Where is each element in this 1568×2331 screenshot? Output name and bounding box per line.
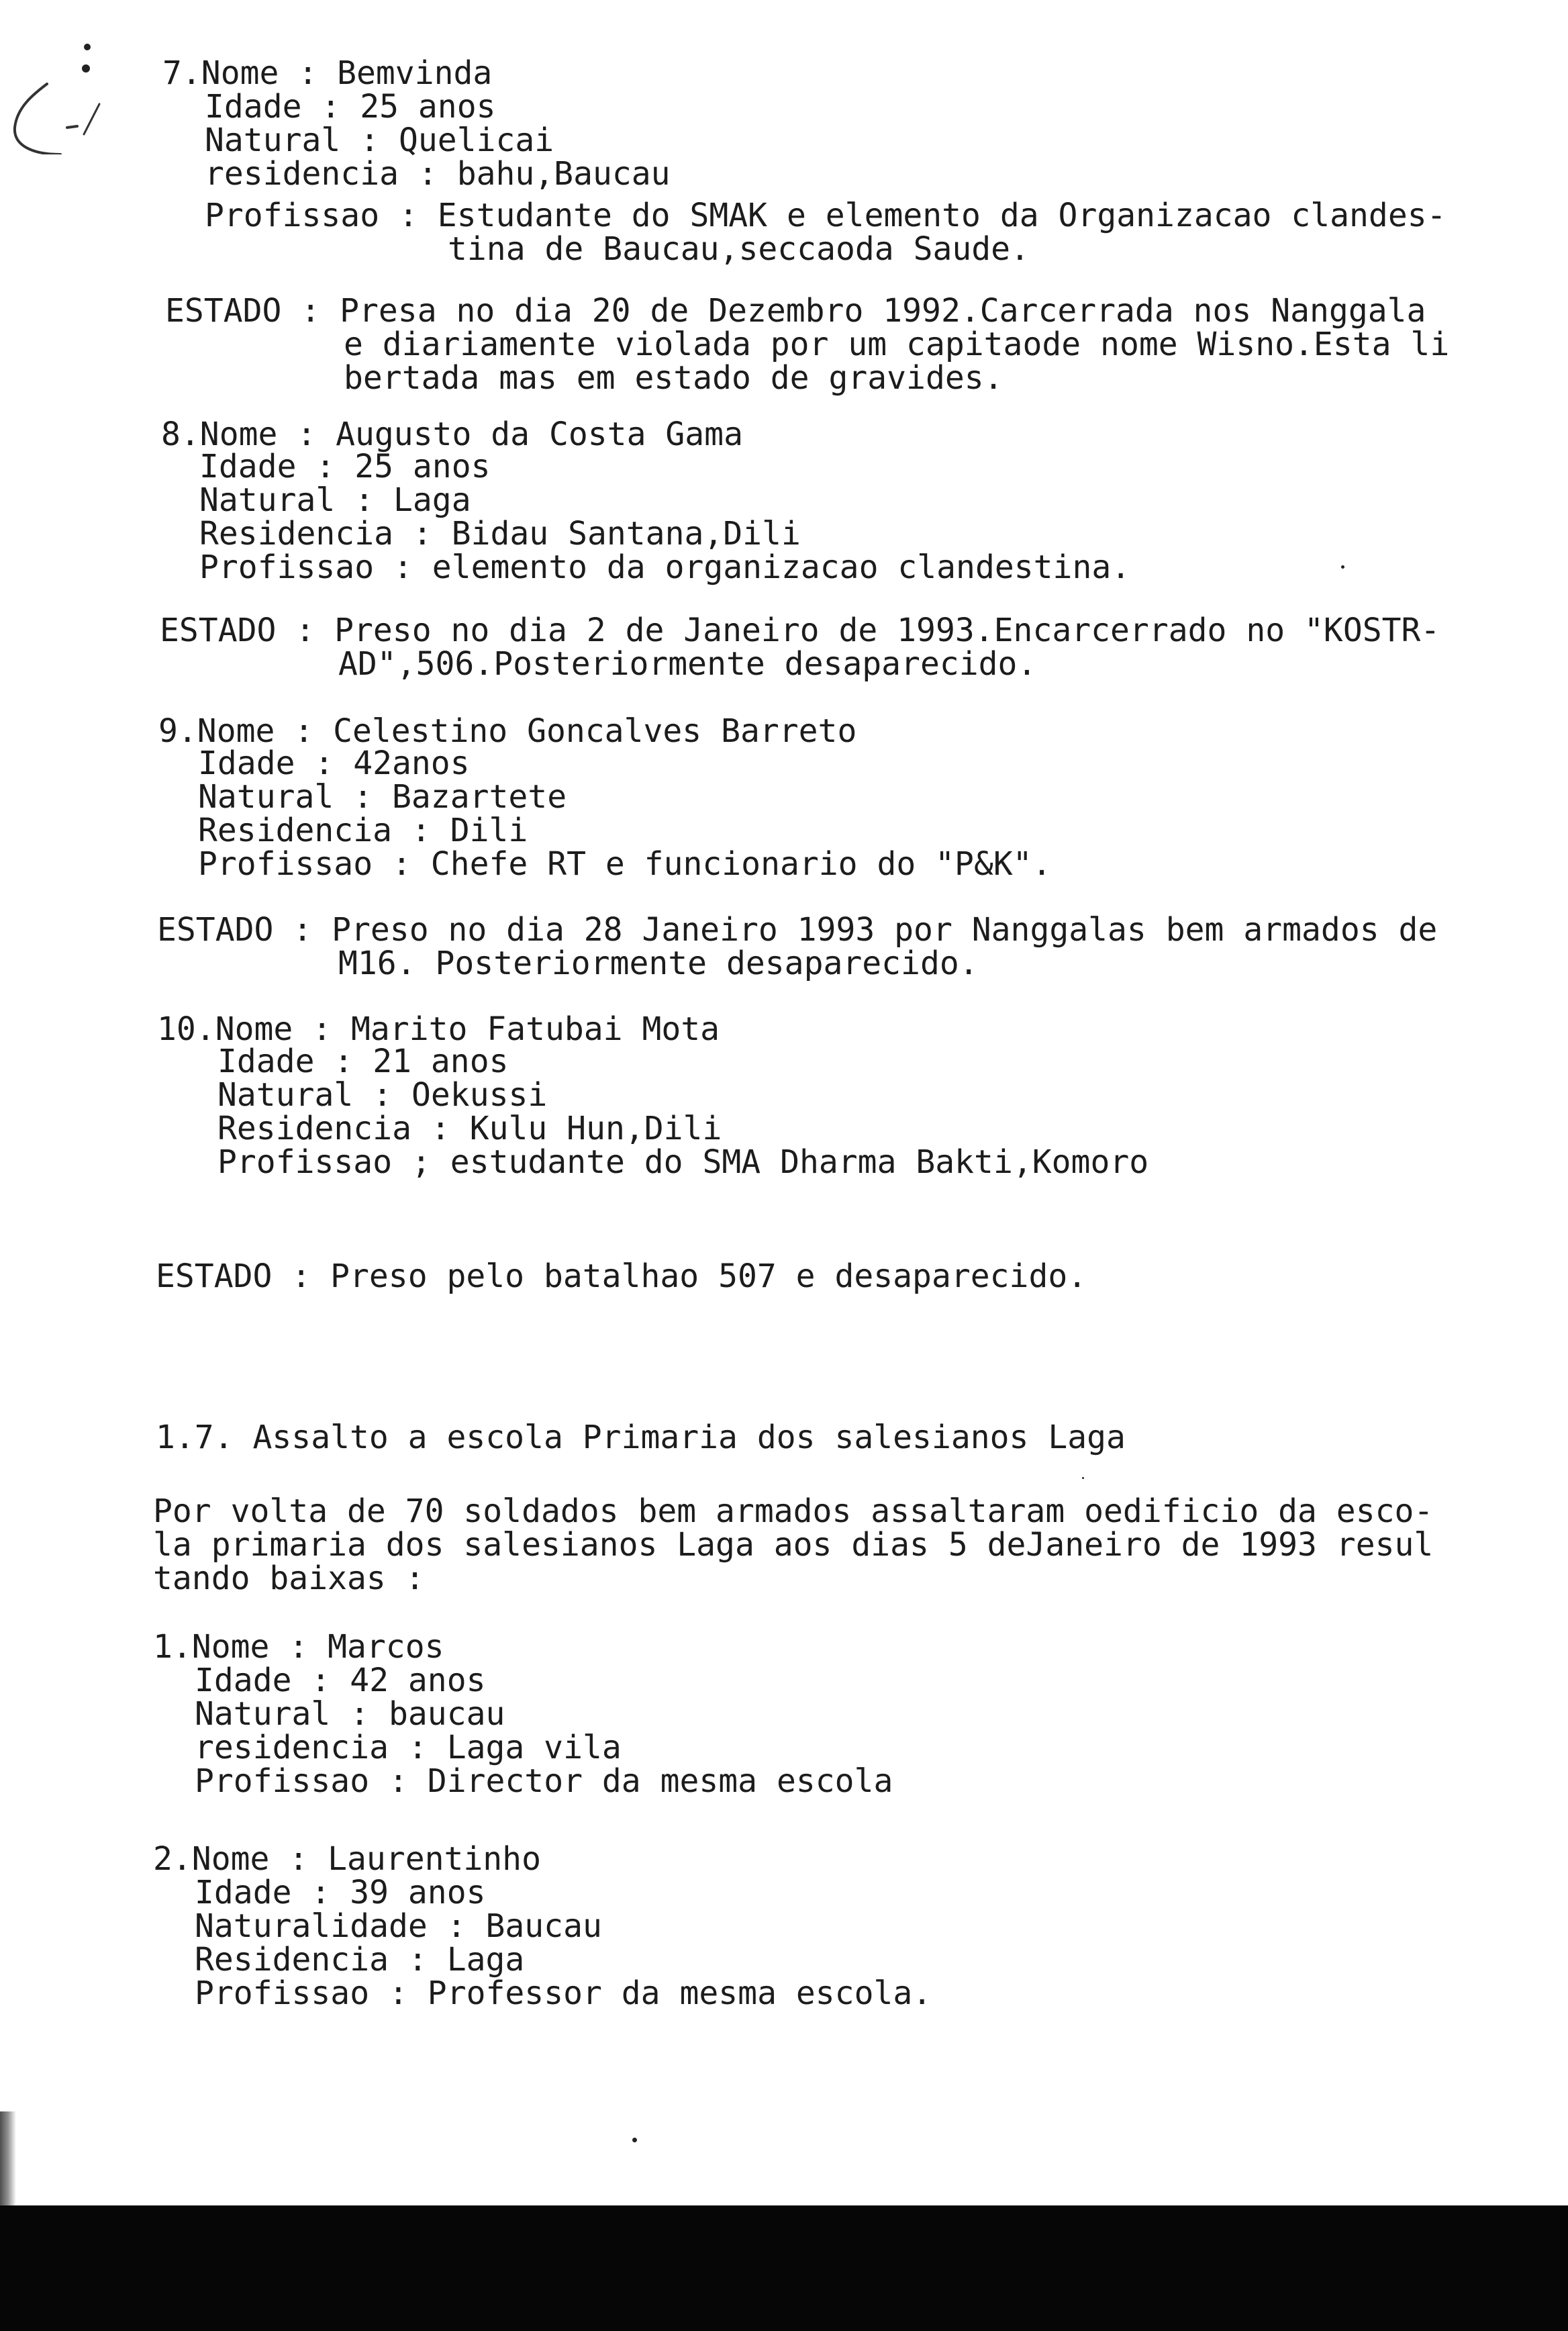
estado-label: ESTADO : — [165, 292, 321, 330]
record-7-estado-cont2 — [344, 361, 1003, 395]
record-1-idade — [195, 1664, 486, 1697]
estado-label: ESTADO : — [160, 612, 315, 649]
estado-label: ESTADO : — [157, 911, 313, 949]
field-label: Natural : — [199, 481, 375, 519]
estado-value: M16. Posteriormente desaparecido. — [338, 945, 979, 982]
field-label: Residencia : — [217, 1110, 450, 1147]
field-value: Dili — [450, 812, 528, 849]
record-number: 9. — [158, 712, 197, 750]
field-label: Idade : — [198, 745, 334, 782]
record-8-residencia — [199, 517, 801, 551]
record-7-natural — [205, 124, 554, 157]
field-value: Bidau Santana,Dili — [451, 515, 801, 553]
record-10-natural — [217, 1078, 547, 1112]
field-label: Natural : — [217, 1076, 393, 1114]
paragraph-text: Por volta de 70 soldados bem armados assaltaram oedificio da esco- — [153, 1492, 1434, 1530]
field-label: Profissao : — [195, 1762, 408, 1800]
field-value: 42anos — [353, 745, 470, 782]
record-7-nome — [162, 56, 492, 90]
field-value: Quelicai — [399, 122, 554, 159]
record-1-profissao — [195, 1764, 893, 1798]
field-value: estudante do SMA Dharma Bakti,Komoro — [450, 1143, 1149, 1181]
estado-value: e diariamente violada por um capitaode nome Wisno.Esta li — [344, 326, 1450, 363]
record-8-natural — [199, 483, 471, 517]
record-8-estado — [160, 614, 1440, 647]
estado-value: Preso pelo batalhao 507 e desaparecido. — [330, 1257, 1087, 1295]
field-label: Nome : — [215, 1010, 332, 1048]
record-9-profissao — [198, 847, 1052, 881]
field-label: Profissao : — [205, 197, 418, 234]
section-heading — [156, 1421, 1126, 1454]
field-value: Augusto da Costa Gama — [336, 416, 743, 453]
field-label: Idade : — [199, 448, 336, 485]
field-label: residencia : — [205, 155, 438, 193]
record-10-residencia — [217, 1112, 722, 1145]
field-value: Laurentinho — [328, 1840, 541, 1878]
record-2-idade — [195, 1876, 486, 1909]
field-value: 25 anos — [360, 88, 496, 126]
record-7-residencia — [205, 157, 671, 191]
record-8-estado-cont — [338, 647, 1036, 681]
estado-value: Presa no dia 20 de Dezembro 1992.Carcerrada nos Nanggala — [340, 292, 1426, 330]
record-2-residencia — [195, 1943, 524, 1977]
record-10-idade — [217, 1045, 509, 1078]
field-label: Idade : — [195, 1874, 331, 1911]
record-7-profissao-cont — [448, 232, 1030, 266]
record-8-profissao — [199, 551, 1130, 584]
record-10-nome — [157, 1012, 720, 1046]
section-intro-line-1 — [153, 1494, 1433, 1528]
field-label: Nome : — [201, 54, 318, 92]
field-value: 25 anos — [354, 448, 491, 485]
field-value: Bazartete — [392, 778, 567, 816]
field-value: tina de Baucau,seccaoda Saude. — [448, 230, 1030, 268]
field-label: Natural : — [195, 1695, 370, 1733]
section-heading-text: 1.7. Assalto a escola Primaria dos salesianos Laga — [156, 1419, 1126, 1456]
field-value: Laga vila — [446, 1729, 622, 1766]
field-label: Profissao : — [198, 845, 411, 883]
record-1-natural — [195, 1697, 505, 1731]
record-1-nome — [153, 1630, 444, 1664]
record-number: 10. — [157, 1010, 215, 1048]
scan-speck — [1341, 565, 1344, 569]
field-label: Residencia : — [198, 812, 431, 849]
record-2-nome — [153, 1842, 541, 1876]
handwritten-check-mark — [0, 20, 114, 154]
record-2-profissao — [195, 1977, 932, 2010]
paragraph-text: tando baixas : — [153, 1560, 425, 1597]
record-10-profissao — [217, 1145, 1148, 1179]
field-label: residencia : — [195, 1729, 428, 1766]
scan-speck — [1082, 1477, 1084, 1479]
field-label: Nome : — [199, 416, 317, 453]
field-label: Natural : — [205, 122, 380, 159]
record-2-naturalidade — [195, 1909, 602, 1943]
field-label: Nome : — [191, 1840, 309, 1878]
section-intro-line-3 — [153, 1562, 425, 1595]
field-value: Marcos — [328, 1628, 444, 1666]
field-value: Estudante do SMAK e elemento da Organizacao clandes- — [437, 197, 1447, 234]
record-9-natural — [198, 780, 567, 814]
field-value: Laga — [393, 481, 471, 519]
record-9-residencia — [198, 814, 528, 847]
record-1-residencia — [195, 1731, 622, 1764]
field-label: Idade : — [205, 88, 341, 126]
field-label: Residencia : — [195, 1941, 428, 1979]
field-value: Marito Fatubai Mota — [351, 1010, 720, 1048]
field-label: Nome : — [197, 712, 314, 750]
field-value: baucau — [389, 1695, 505, 1733]
record-9-nome — [158, 714, 856, 748]
field-value: bahu,Baucau — [456, 155, 671, 193]
record-10-estado — [156, 1259, 1087, 1293]
field-value: 42 anos — [350, 1662, 486, 1699]
field-value: Celestino Goncalves Barreto — [333, 712, 857, 750]
field-label: Profissao : — [199, 549, 413, 586]
field-value: Professor da mesma escola. — [427, 1975, 932, 2012]
field-label: Nome : — [191, 1628, 309, 1666]
field-value: Chefe RT e funcionario do "P&K". — [430, 845, 1052, 883]
field-value: Laga — [446, 1941, 525, 1979]
field-label: Idade : — [195, 1662, 331, 1699]
field-value: 39 anos — [350, 1874, 486, 1911]
record-9-estado — [157, 913, 1437, 947]
scanner-black-band — [0, 2205, 1568, 2331]
field-value: Baucau — [485, 1907, 602, 1945]
field-value: Kulu Hun,Dili — [469, 1110, 722, 1147]
record-7-profissao — [205, 199, 1447, 232]
record-7-estado-cont1 — [344, 328, 1449, 361]
record-9-estado-cont — [338, 947, 979, 980]
section-intro-line-2 — [153, 1528, 1433, 1562]
record-8-nome — [161, 418, 743, 451]
record-8-idade — [199, 450, 491, 483]
estado-value: bertada mas em estado de gravides. — [344, 359, 1003, 397]
field-label: Profissao ; — [217, 1143, 431, 1181]
estado-value: Preso no dia 2 de Janeiro de 1993.Encarcerrado no "KOSTR- — [334, 612, 1440, 649]
field-value: Bemvinda — [337, 54, 493, 92]
record-number: 8. — [161, 416, 200, 453]
field-label: Profissao : — [195, 1975, 408, 2012]
estado-value: Preso no dia 28 Janeiro 1993 por Nanggalas bem armados de — [332, 911, 1438, 949]
field-label: Natural : — [198, 778, 373, 816]
field-value: Oekussi — [411, 1076, 548, 1114]
scan-edge-smudge — [0, 2111, 16, 2205]
field-value: elemento da organizacao clandestina. — [432, 549, 1131, 586]
record-7-idade — [205, 90, 496, 124]
field-value: Director da mesma escola — [427, 1762, 893, 1800]
record-number: 2. — [153, 1840, 192, 1878]
field-label: Naturalidade : — [195, 1907, 467, 1945]
paragraph-text: la primaria dos salesianos Laga aos dias 5 deJaneiro de 1993 resul — [153, 1526, 1434, 1564]
field-label: Residencia : — [199, 515, 432, 553]
record-number: 1. — [153, 1628, 192, 1666]
field-value: 21 anos — [373, 1043, 509, 1080]
record-7-estado — [165, 294, 1426, 328]
field-label: Idade : — [217, 1043, 354, 1080]
record-9-idade — [198, 747, 470, 780]
estado-value: AD",506.Posteriormente desaparecido. — [338, 645, 1037, 683]
scan-speck — [632, 2138, 637, 2142]
estado-label: ESTADO : — [156, 1257, 311, 1295]
record-number: 7. — [162, 54, 201, 92]
